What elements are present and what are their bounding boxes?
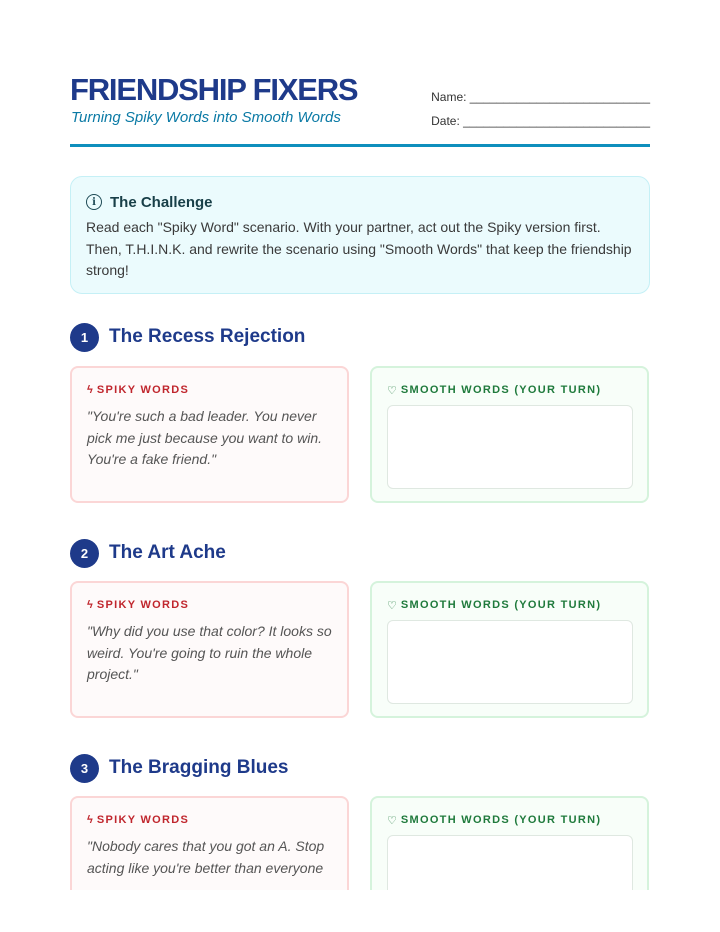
student-info bbox=[431, 88, 650, 136]
name-field[interactable]: Name: ___________________________ bbox=[431, 90, 650, 104]
challenge-title: The Challenge bbox=[110, 193, 213, 211]
heart-icon: ♡ bbox=[387, 599, 397, 612]
spiky-quote: "Why did you use that color? It looks so weird. You're going to ruin the whole project." bbox=[87, 623, 332, 682]
spiky-label-text: SPIKY WORDS bbox=[96, 384, 190, 396]
scenario-title: The Recess Rejection bbox=[109, 326, 306, 347]
scenario-number-badge: 1 bbox=[70, 323, 99, 352]
smooth-words-card bbox=[370, 581, 649, 718]
lightning-icon: ϟ bbox=[87, 599, 93, 611]
page-subtitle: Turning Spiky Words into Smooth Words bbox=[71, 109, 341, 126]
heart-icon: ♡ bbox=[387, 814, 397, 827]
worksheet-header bbox=[70, 72, 650, 148]
challenge-box bbox=[70, 176, 650, 294]
smooth-words-answer-box[interactable] bbox=[387, 405, 633, 489]
spiky-words-label bbox=[87, 813, 332, 827]
smooth-label-text: SMOOTH WORDS (YOUR TURN) bbox=[400, 599, 602, 611]
spiky-words-card bbox=[70, 366, 349, 503]
spiky-quote: "Nobody cares that you got an A. Stop acting like you're better than everyone bbox=[87, 838, 325, 876]
smooth-words-card bbox=[370, 796, 649, 890]
page-title: FRIENDSHIP FIXERS bbox=[70, 72, 358, 107]
spiky-quote: "You're such a bad leader. You never pick me just because you want to win. You're a fake friend." bbox=[87, 408, 323, 467]
scenario-title: The Bragging Blues bbox=[109, 757, 289, 778]
lightning-icon: ϟ bbox=[87, 814, 93, 826]
header-divider bbox=[70, 144, 650, 147]
smooth-words-answer-box[interactable] bbox=[387, 620, 633, 704]
heart-icon: ♡ bbox=[387, 384, 397, 397]
spiky-words-card bbox=[70, 581, 349, 718]
scenario-number-badge: 3 bbox=[70, 754, 99, 783]
smooth-words-label bbox=[387, 598, 632, 612]
scenario-heading bbox=[70, 322, 305, 352]
lightning-icon: ϟ bbox=[87, 384, 93, 396]
challenge-heading bbox=[86, 191, 633, 213]
smooth-words-card bbox=[370, 366, 649, 503]
info-icon: i bbox=[86, 194, 102, 210]
spiky-label-text: SPIKY WORDS bbox=[96, 814, 190, 826]
spiky-words-label bbox=[87, 598, 332, 612]
scenario-number-badge: 2 bbox=[70, 539, 99, 568]
scenario-heading bbox=[70, 538, 226, 568]
spiky-words-card bbox=[70, 796, 349, 890]
scenario-title: The Art Ache bbox=[109, 542, 226, 563]
spiky-words-label bbox=[87, 383, 332, 397]
spiky-label-text: SPIKY WORDS bbox=[96, 599, 190, 611]
smooth-words-label bbox=[387, 383, 632, 397]
smooth-label-text: SMOOTH WORDS (YOUR TURN) bbox=[400, 384, 602, 396]
smooth-words-label bbox=[387, 813, 632, 827]
date-field[interactable]: Date: ____________________________ bbox=[431, 114, 650, 128]
smooth-words-answer-box[interactable] bbox=[387, 835, 633, 890]
challenge-instructions: Read each "Spiky Word" scenario. With your partner, act out the Spiky version first. Then, T.H.I.N.K. and rewrite the scenario using "Smooth Words" that keep the friendship strong! bbox=[86, 219, 632, 278]
scenario-heading bbox=[70, 753, 288, 783]
smooth-label-text: SMOOTH WORDS (YOUR TURN) bbox=[400, 814, 602, 826]
